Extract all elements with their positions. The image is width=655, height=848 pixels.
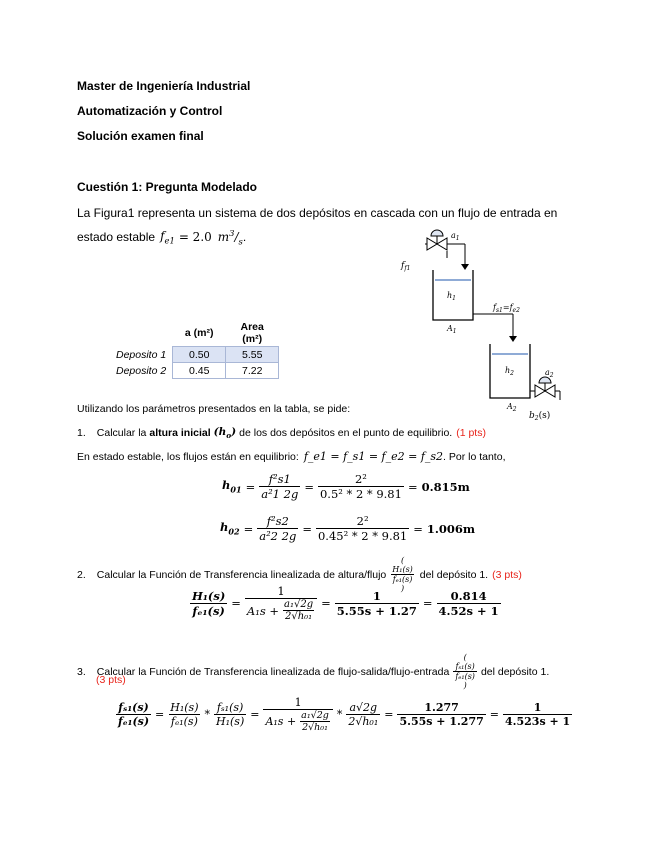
row-a-value: 0.50 — [173, 347, 226, 363]
q3-number: 3. — [77, 665, 86, 678]
valve1-left — [427, 238, 437, 250]
q3-p2: $\frac{\text{fₛ₁(s)}}{\text{H₁(s)}}$ — [216, 701, 245, 728]
q1-steady-text: En estado estable, los flujos están en equilibrio: — [77, 450, 299, 463]
h1-label: $h_1$ — [447, 291, 456, 302]
q1-text-a: Calcular la — [96, 427, 147, 440]
h02-frac2: $\frac{\text{2²}}{\text{0.45² * 2 * 9.81}}$ — [317, 514, 408, 543]
question-intro-2 — [77, 228, 246, 246]
question-intro-1: La Figura1 representa un sistema de dos depósitos en cascada con un flujo de entrada en — [77, 206, 558, 220]
outflow-label: $b_2(s)$ — [529, 411, 551, 422]
h2-label: $h_2$ — [505, 366, 514, 377]
equation-h02: $h_{02}$ = $\frac{\text{f²s2}}{\text{a²2 2g}}$ = $\frac{\text{2²}}{\text{0.45² * 2 * 9.81}}$ = 1.006m — [220, 514, 476, 543]
table-header-a: a (m²) — [184, 327, 214, 339]
q2-lhs: $\frac{\text{H₁(s)}}{\text{fₑ₁(s)}}$ — [192, 588, 226, 618]
header-line-1: Master de Ingeniería Industrial — [77, 79, 251, 93]
q3-text-end: del depósito 1. — [480, 665, 550, 678]
A2-label: $A_2$ — [507, 402, 517, 413]
h01-frac2: $\frac{\text{2²}}{\text{0.5² * 2 * 9.81}}$ — [319, 472, 402, 501]
q3-lhs: $\frac{\text{fₛ₁(s)}}{\text{fₑ₁(s)}}$ — [118, 701, 150, 728]
q2-text-end: del depósito 1. — [419, 568, 489, 581]
q1-number: 1. — [77, 427, 86, 440]
q2-text: Calcular la Función de Transferencia linealizada de altura/flujo — [96, 568, 387, 581]
valve1-label: $a_1$ — [451, 231, 460, 242]
q2-res1: $\frac{1}{5.55s + 1.27}$ — [336, 588, 417, 618]
mid-flow-label: $f_{s1}=f_{e2}$ — [493, 303, 520, 314]
row-label: Deposito 1 — [116, 348, 167, 361]
valve1-actuator — [431, 230, 443, 236]
equation-q2: $\frac{\text{H₁(s)}}{\text{fₑ₁(s)}}$ = 1 A₁s + $\frac{\text{a₁√2g}}{\text{2√h₀₁}}$ = $\frac{1}{5.55s + 1.27}$ = $\frac{0.814}{4.52s + 1}$ — [192, 584, 499, 622]
intro-text: estado estable — [77, 230, 156, 245]
q1-line — [77, 426, 486, 440]
intro-flow-value: = 2.0 — [178, 230, 212, 245]
h02-frac1: $\frac{\text{f²s2}}{\text{a²2 2g}}$ — [259, 514, 297, 543]
table-row — [112, 363, 279, 379]
intro-end: . — [242, 230, 247, 245]
q1-text-bold: altura inicial — [149, 427, 211, 440]
tank1-outlet-arrow — [509, 336, 517, 342]
intro-flow-unit: $m^3/_s$ — [217, 228, 243, 247]
question-title: Cuestión 1: Pregunta Modelado — [77, 180, 258, 194]
q2-mid: 1 A₁s + $\frac{\text{a₁√2g}}{\text{2√h₀₁}}$ — [245, 584, 317, 622]
q1-steady-eq: f_e1 = f_s1 = f_e2 = f_s2 — [303, 450, 444, 463]
q3-p1: $\frac{\text{H₁(s)}}{\text{fₑ₁(s)}}$ — [170, 701, 199, 728]
q3-res2: $\frac{1}{4.523s + 1}$ — [505, 701, 571, 728]
q1-text-e: de los dos depósitos en el punto de equilibrio. — [239, 427, 453, 440]
q3-text: Calcular la Función de Transferencia linealizada de flujo-salida/flujo-entrada — [96, 665, 450, 678]
q3-res1: $\frac{1.277}{5.55s + 1.277}$ — [399, 701, 484, 728]
row-label: Deposito 2 — [116, 364, 167, 377]
table-row — [112, 347, 279, 363]
header-line-3: Solución examen final — [77, 129, 204, 143]
intro-flow-symbol: $f_{e1}$ — [160, 229, 175, 246]
equation-q3: $\frac{\text{fₛ₁(s)}}{\text{fₑ₁(s)}}$ = $\frac{\text{H₁(s)}}{\text{fₑ₁(s)}}$ * $\frac{\text{fₛ₁(s)}}{\text{H₁(s)}}$ = 1 A₁s + $\frac{\text{a₁√2g}}{\text{2√h₀₁}}$ * $\frac{a√2g}{\text{2√h₀₁}}$ = $\frac{1.277}{5.55s + 1.277}$ = $\frac{1}{4.523s + 1}$ — [118, 696, 571, 733]
instructions: Utilizando los parámetros presentados en la tabla, se pide: — [77, 403, 351, 415]
equation-h01: $h_{01}$ = $\frac{\text{f²s1}}{\text{a²1 2g}}$ = $\frac{\text{2²}}{\text{0.5² * 2 * 9.81}}$ = 0.815m — [222, 472, 470, 501]
q1-steady-line — [77, 450, 505, 463]
h01-result: 0.815m — [421, 479, 470, 494]
q2-res2: $\frac{0.814}{4.52s + 1}$ — [438, 588, 499, 618]
q3-line — [77, 653, 549, 690]
row-area-value: 5.55 — [226, 347, 279, 363]
h02-symbol: $h_{02}$ — [220, 520, 240, 537]
row-area-value: 7.22 — [226, 363, 279, 379]
valve2-label: $a_2$ — [545, 368, 554, 379]
q3-m2: $\frac{a√2g}{\text{2√h₀₁}}$ — [348, 701, 379, 728]
inflow-arrow — [461, 264, 469, 270]
A1-label: $A_1$ — [447, 324, 457, 335]
valve2-left — [535, 385, 545, 397]
q1-steady-end: . Por lo tanto, — [443, 450, 506, 463]
valve1-right — [437, 238, 447, 250]
q2-number: 2. — [77, 568, 86, 581]
row-a-value: 0.45 — [173, 363, 226, 379]
q2-inline-frac: ( H₁(s) fₑ₁(s) ) — [392, 556, 413, 593]
q3-points: (3 pts) — [96, 674, 126, 686]
valve2-right — [545, 385, 555, 397]
q3-inline-frac: ( fₛ₁(s) fₑ₁(s) ) — [455, 653, 475, 690]
q2-points: (3 pts) — [492, 568, 522, 581]
q1-points: (1 pts) — [456, 427, 486, 440]
header-line-2: Automatización y Control — [77, 104, 223, 118]
table-header-row — [112, 320, 279, 347]
parameters-table — [112, 320, 279, 379]
h01-frac1: $\frac{\text{f²s1}}{\text{a²1 2g}}$ — [261, 472, 299, 501]
h01-symbol: $h_{01}$ — [222, 478, 242, 495]
table-header-area: Area (m²) — [240, 321, 264, 345]
cascade-tanks-figure — [395, 228, 575, 423]
q3-m1: 1 A₁s + $\frac{\text{a₁√2g}}{\text{2√h₀₁}}$ — [263, 696, 332, 733]
q1-symbol: $(h_o)$ — [213, 426, 237, 441]
h02-result: 1.006m — [426, 521, 476, 536]
inflow-label: $f_{f1}$ — [401, 261, 411, 272]
